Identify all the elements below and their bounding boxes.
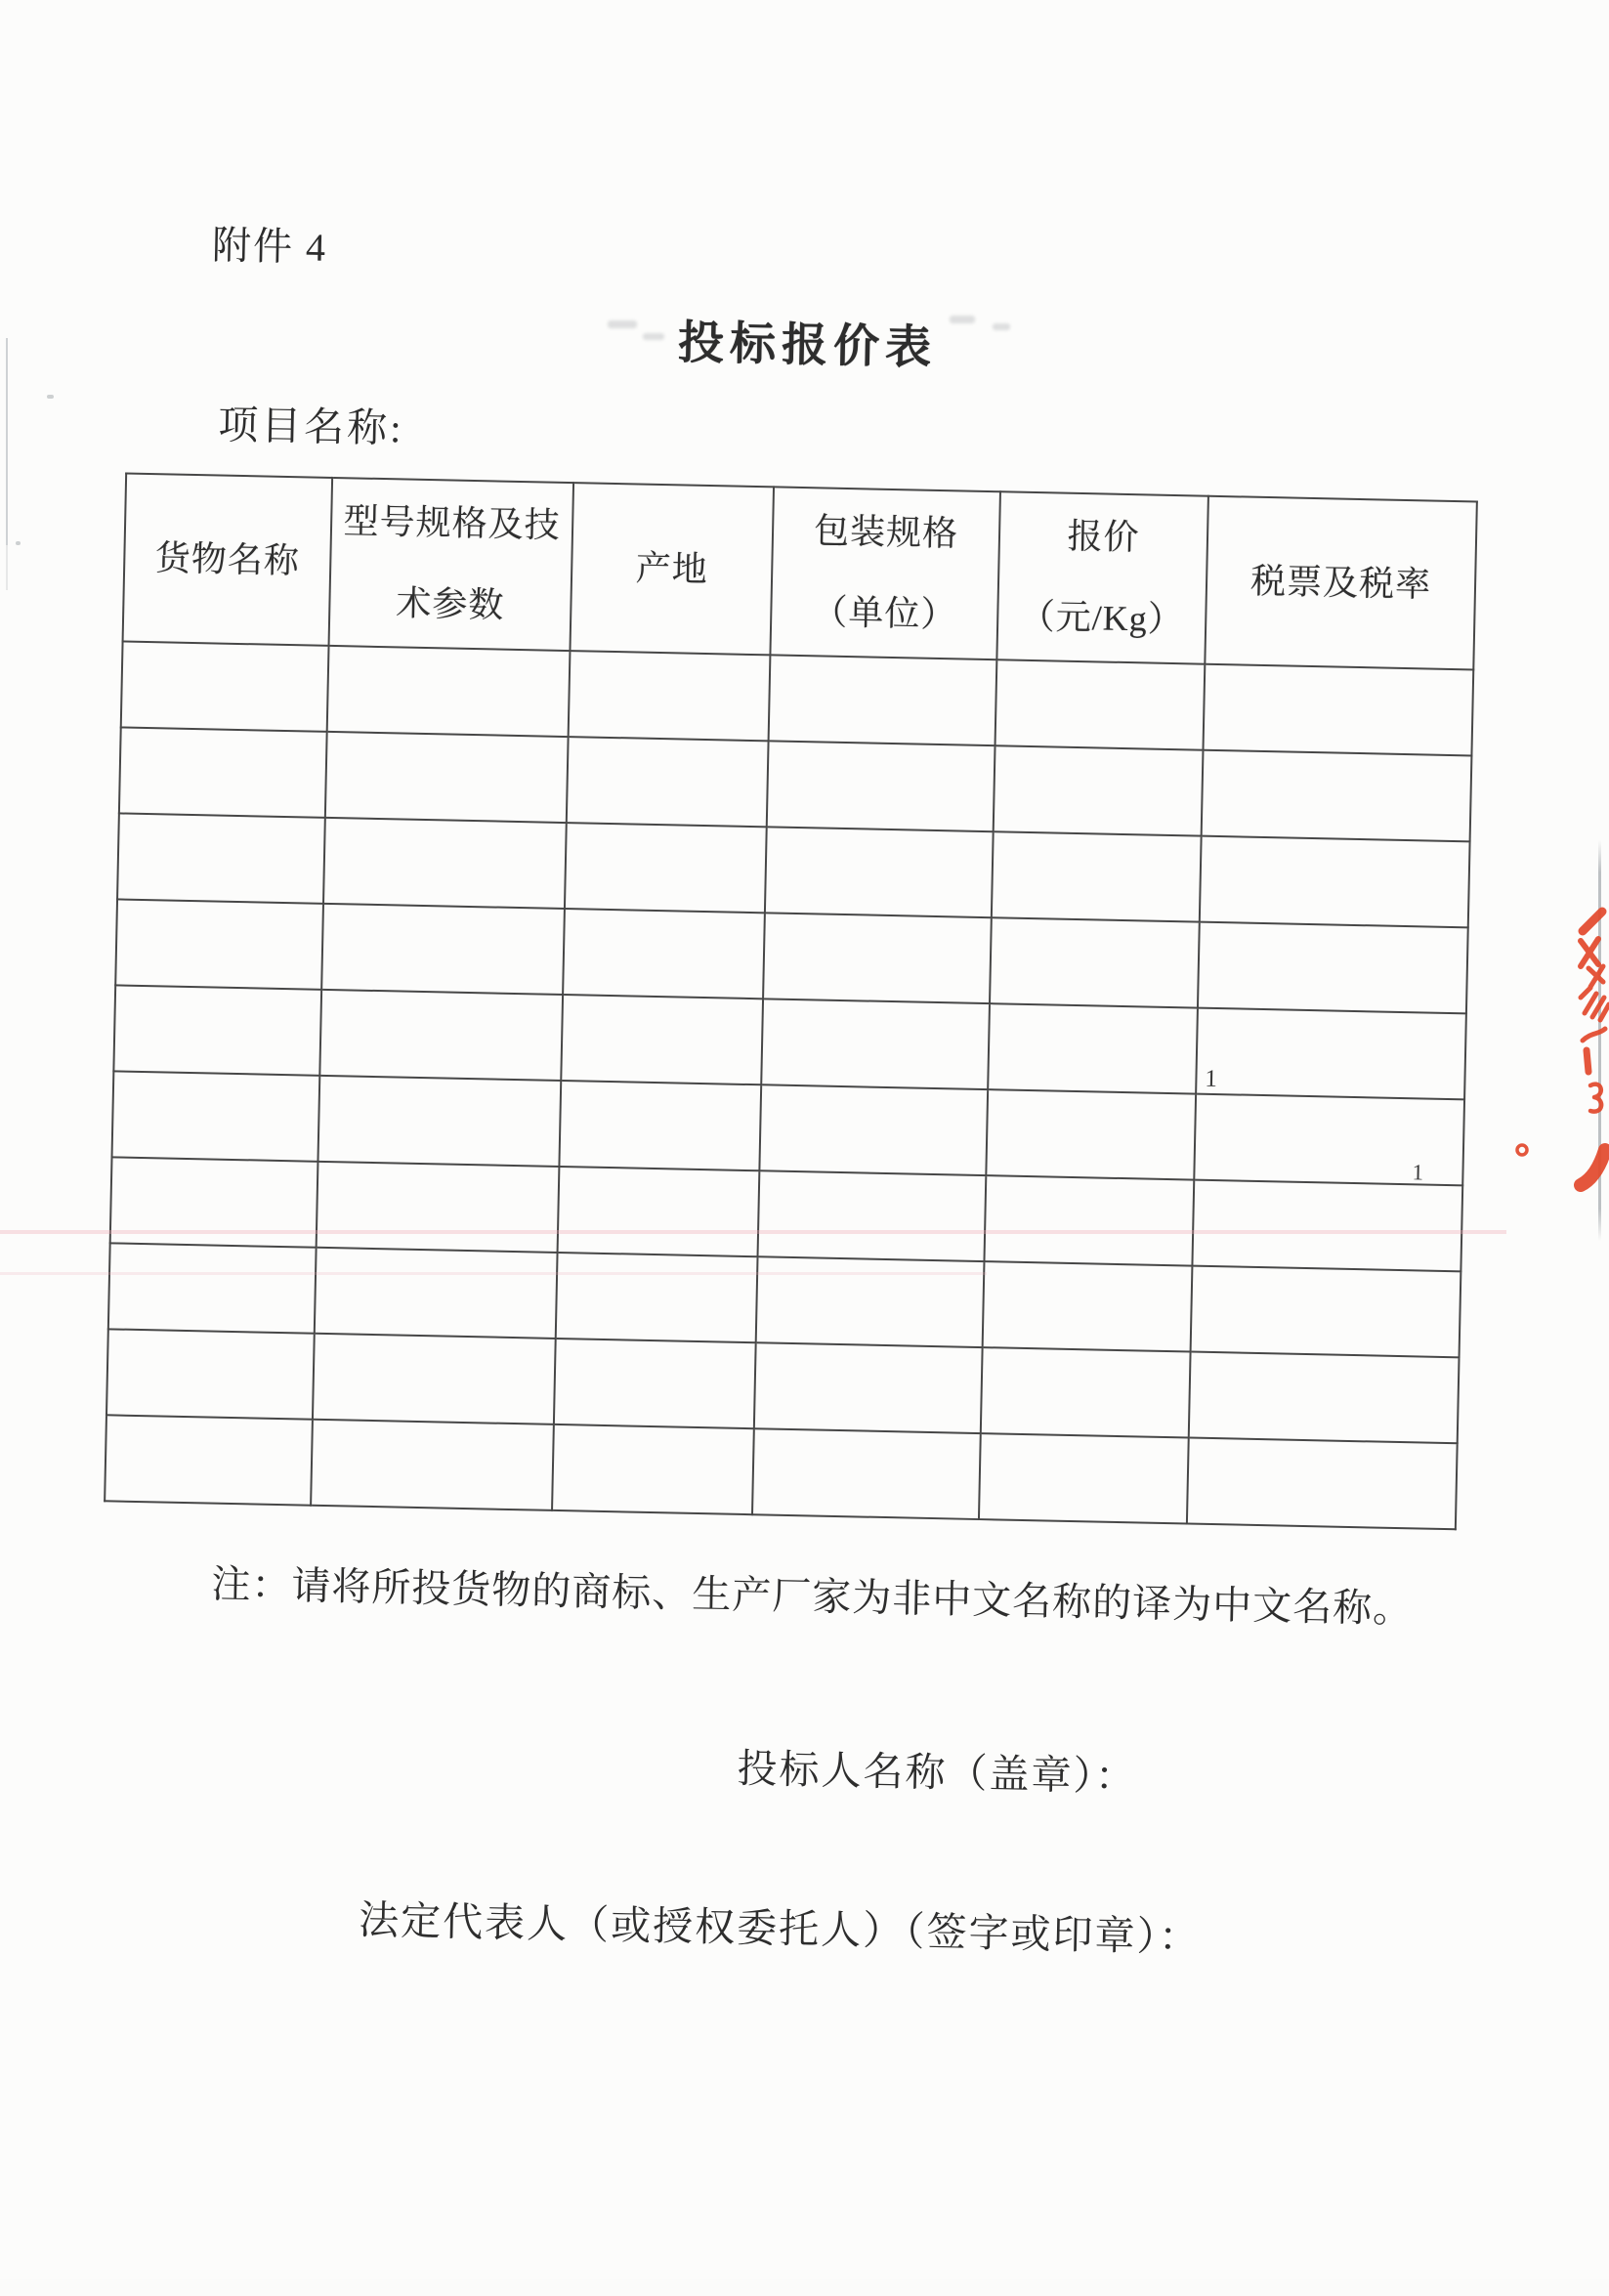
table-cell	[988, 1003, 1198, 1093]
table-cell	[1194, 1094, 1464, 1186]
column-header: 型号规格及技 术参数	[329, 478, 574, 651]
table-cell	[769, 655, 997, 745]
table-cell	[318, 1076, 561, 1167]
table-cell	[756, 1256, 985, 1347]
legal-representative-label: 法定代表人（或授权委托人）（签字或印章）：	[358, 1896, 1202, 1960]
table-cell	[1196, 1008, 1466, 1100]
table-cell	[558, 1167, 760, 1256]
table-cell	[1189, 1352, 1460, 1444]
table-header-row	[123, 474, 1477, 670]
table-cell	[986, 1089, 1196, 1179]
table-cell	[121, 641, 329, 731]
table-cell	[990, 917, 1200, 1007]
footnote: 注：请将所投货物的商标、生产厂家为非中文名称的译为中文名称。	[210, 1561, 1414, 1632]
table-cell	[1191, 1266, 1461, 1358]
table-cell	[119, 727, 327, 817]
column-header: 产地	[570, 483, 774, 655]
table-cell	[983, 1261, 1193, 1351]
stray-ink-mark: 1	[1205, 1065, 1218, 1093]
table-cell	[115, 899, 323, 989]
table-cell	[569, 651, 771, 741]
table-cell	[995, 659, 1206, 749]
table-cell	[561, 995, 763, 1084]
table-cell	[1187, 1438, 1458, 1530]
table-cell	[563, 909, 765, 999]
table-cell	[117, 813, 325, 903]
stray-ink-mark: 1	[1412, 1160, 1424, 1185]
column-header: 报价 （元/Kg）	[996, 491, 1208, 663]
table-cell	[979, 1433, 1189, 1523]
table-cell	[559, 1081, 761, 1170]
table-cell	[313, 1334, 556, 1424]
table-cell	[1203, 664, 1473, 756]
table-cell	[994, 745, 1204, 835]
table-cell	[317, 1162, 560, 1253]
page-title: 投标报价表	[677, 318, 938, 374]
quotation-table	[104, 473, 1478, 1531]
table-cell	[552, 1424, 754, 1514]
table-cell	[1200, 836, 1470, 928]
column-header: 包装规格 （单位）	[770, 487, 1000, 659]
column-header: 货物名称	[123, 474, 333, 646]
table-cell	[763, 913, 992, 1003]
table-cell	[567, 737, 769, 827]
table-cell	[554, 1339, 756, 1428]
table-cell	[992, 831, 1202, 921]
table-cell	[319, 990, 563, 1081]
table-cell	[106, 1329, 315, 1419]
table-cell	[765, 827, 994, 917]
project-name-label: 项目名称:	[217, 402, 405, 451]
table-cell	[981, 1347, 1191, 1437]
table-cell	[752, 1428, 981, 1519]
table-cell	[112, 1071, 320, 1161]
table-cell	[556, 1253, 758, 1342]
table-cell	[311, 1420, 554, 1510]
table-cell	[105, 1415, 313, 1505]
table-cell	[315, 1248, 558, 1339]
table-cell	[321, 904, 565, 995]
table-cell	[759, 1084, 988, 1175]
column-header: 税票及税率	[1205, 496, 1477, 670]
attachment-label: 附件 4	[211, 223, 328, 270]
table-cell	[1198, 922, 1468, 1014]
table-cell	[108, 1243, 317, 1333]
bidder-seal-label: 投标人名称（盖章）：	[737, 1745, 1138, 1800]
table-cell	[113, 985, 321, 1075]
table-cell	[1202, 750, 1472, 842]
table-cell	[984, 1175, 1194, 1265]
table-cell	[761, 999, 990, 1089]
table-cell	[327, 646, 571, 737]
table-cell	[767, 741, 995, 831]
table-cell	[754, 1342, 983, 1433]
table-cell	[1192, 1180, 1462, 1272]
table-cell	[325, 732, 569, 823]
table-cell	[565, 823, 767, 913]
table-cell	[323, 818, 567, 909]
table-cell	[758, 1170, 987, 1261]
table-cell	[110, 1157, 318, 1247]
